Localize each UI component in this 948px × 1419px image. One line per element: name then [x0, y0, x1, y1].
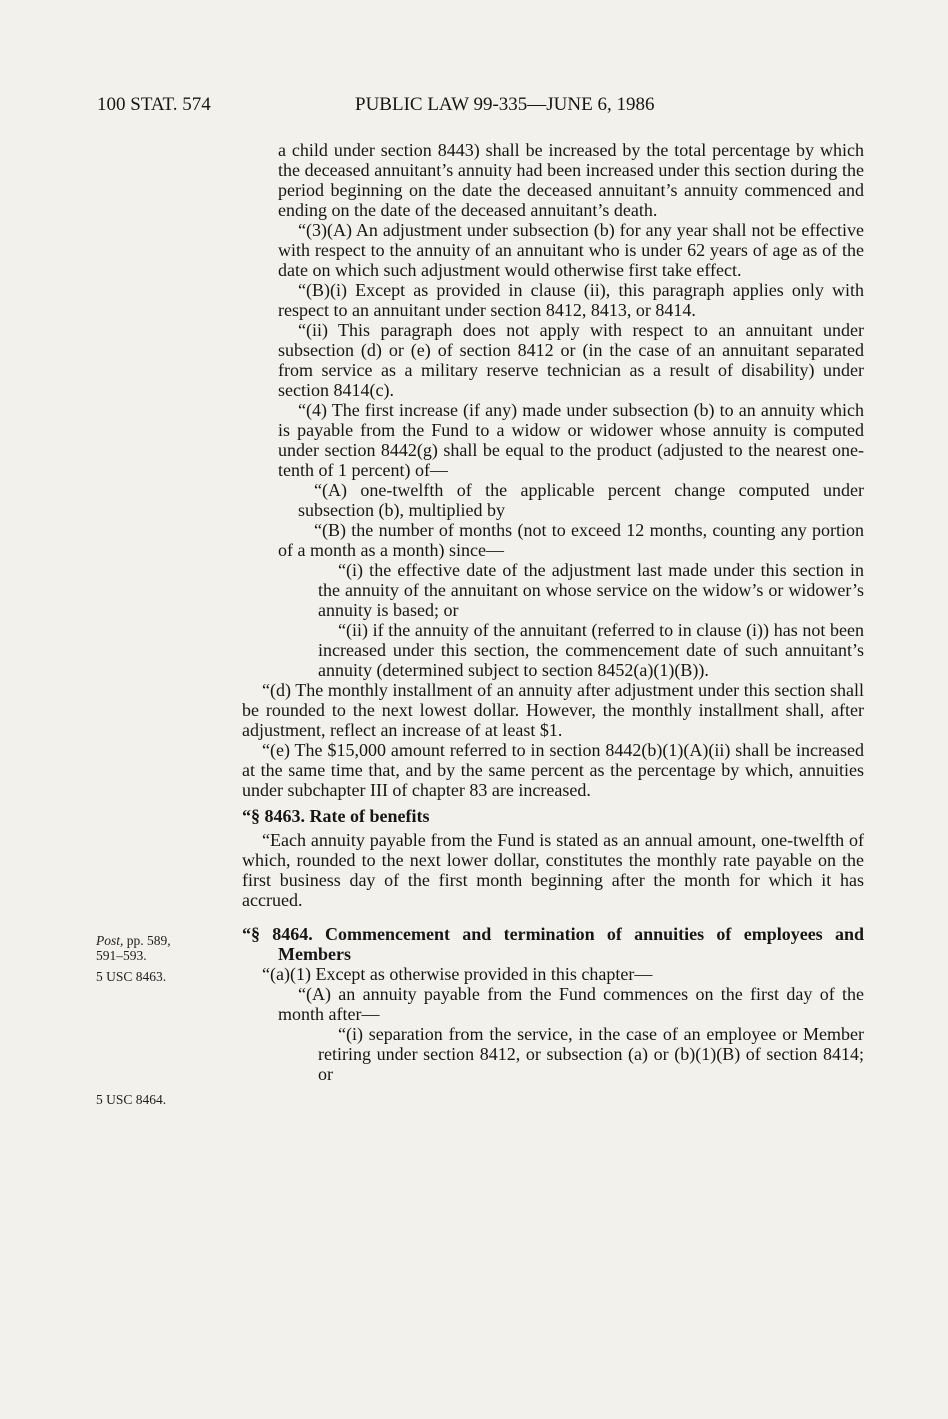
section-8464-a1-a-i: “(i) separation from the service, in the case of an employee or Member retiring under section 8412, or subsection (a) or (b)(1)(B) of section 8414; or [318, 1024, 864, 1084]
post-ref-pages: pp. 589, [126, 933, 171, 948]
margin-note-usc-8463: 5 USC 8463. [96, 969, 167, 984]
margin-note-usc-8464: 5 USC 8464. [96, 1092, 167, 1107]
section-8463-text: “Each annuity payable from the Fund is stated as an annual amount, one-twelfth of which, rounded to the next lower dollar, constitutes the monthly rate payable on the first business day of the first month beginning after the month for which it has accrued. [242, 830, 864, 910]
section-8464-a1: “(a)(1) Except as otherwise provided in this chapter— [262, 964, 653, 984]
law-title: PUBLIC LAW 99-335—JUNE 6, 1986 [355, 94, 655, 115]
body-text [242, 140, 864, 1084]
paragraph-4: “(4) The first increase (if any) made under subsection (b) to an annuity which is payable from the Fund to a widow or widower whose annuity is computed under section 8442(g) shall be equal to the product (adjusted to the nearest one-tenth of 1 percent) of— [278, 400, 864, 480]
subparagraph-a: “(A) one-twelfth of the applicable percent change computed under subsection (b), multiplied by [298, 480, 864, 520]
subparagraph-b: “(B) the number of months (not to exceed 12 months, counting any portion of a month as a month) since— [278, 520, 864, 560]
subsection-e: “(e) The $15,000 amount referred to in section 8442(b)(1)(A)(ii) shall be increased at the same time that, and by the same percent as the percentage by which, annuities under subchapter III of chapter 83 are increased. [242, 740, 864, 800]
subsection-d: “(d) The monthly installment of an annuity after adjustment under this section shall be rounded to the next lowest dollar. However, the monthly installment shall, after adjustment, reflect an increase of at least $1. [242, 680, 864, 740]
post-ref-line2: 591–593. [96, 948, 147, 963]
section-8464-heading: “§ 8464. Commencement and termination of annuities of employees and Members [242, 924, 864, 964]
paragraph-continuation: a child under section 8443) shall be increased by the total percentage by which the deceased annuitant’s annuity had been increased under this section during the period beginning on the date the deceased annuitant’s annuity commenced and ending on the date of the deceased annuitant’s death. [278, 140, 864, 220]
margin-note-post-ref [96, 933, 171, 963]
section-8463-heading: “§ 8463. Rate of benefits [242, 806, 430, 826]
clause-i: “(i) the effective date of the adjustment last made under this section in the annuity of the annuitant on whose service on the widow’s or widower’s annuity is based; or [318, 560, 864, 620]
paragraph-3a: “(3)(A) An adjustment under subsection (b) for any year shall not be effective with respect to the annuity of an annuitant who is under 62 years of age as of the date on which such adjustment would otherwise first take effect. [278, 220, 864, 280]
paragraph-3b-i: “(B)(i) Except as provided in clause (ii), this paragraph applies only with respect to an annuitant under section 8412, 8413, or 8414. [278, 280, 864, 320]
section-8464-a1-a: “(A) an annuity payable from the Fund commences on the first day of the month after— [278, 984, 864, 1024]
paragraph-3b-ii: “(ii) This paragraph does not apply with respect to an annuitant under subsection (d) or (e) of section 8412 or (in the case of an annuitant separated from service as a military reserve technician as a result of disability) under section 8414(c). [278, 320, 864, 400]
post-ref-label: Post, [96, 933, 124, 948]
clause-ii: “(ii) if the annuity of the annuitant (referred to in clause (i)) has not been increased under this section, the commencement date of such annuitant’s annuity (determined subject to section 8452(a)(1)(B)). [318, 620, 864, 680]
stat-page-number: 100 STAT. 574 [97, 94, 211, 115]
page-header [97, 94, 865, 120]
